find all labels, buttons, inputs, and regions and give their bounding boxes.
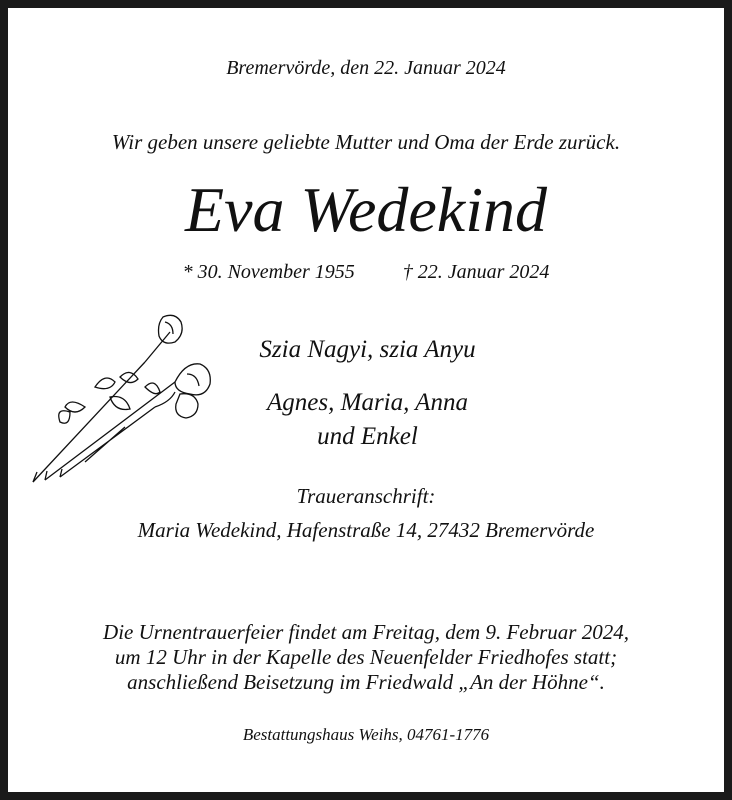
life-dates — [0, 262, 732, 282]
funeral-home: Bestattungshaus Weihs, 04761-1776 — [242, 725, 490, 744]
intro-text: Wir geben unsere geliebte Mutter und Oma der Erde zurück. — [111, 130, 621, 154]
ceremony-line-3: anschließend Beisetzung im Friedwald „An der Höhne“. — [127, 670, 605, 694]
death-date: † 22. Januar 2024 — [402, 261, 550, 283]
deceased-name: Eva Wedekind — [185, 174, 547, 245]
farewell-text: Szia Nagyi, szia Anyu — [259, 336, 476, 363]
mourners-names: Agnes, Maria, Anna — [267, 389, 468, 416]
ceremony-line-2: um 12 Uhr in der Kapelle des Neuenfelder Friedhofes statt; — [114, 645, 618, 669]
mourning-address: Maria Wedekind, Hafenstraße 14, 27432 Bremervörde — [137, 518, 595, 542]
ceremony-line-1: Die Urnentrauerfeier findet am Freitag, dem 9. Februar 2024, — [103, 620, 629, 644]
address-label: Traueranschrift: — [296, 484, 436, 508]
mourners-grandchildren: und Enkel — [317, 423, 418, 450]
place-date: Bremervörde, den 22. Januar 2024 — [226, 57, 506, 79]
birth-date: * 30. November 1955 — [182, 261, 355, 283]
